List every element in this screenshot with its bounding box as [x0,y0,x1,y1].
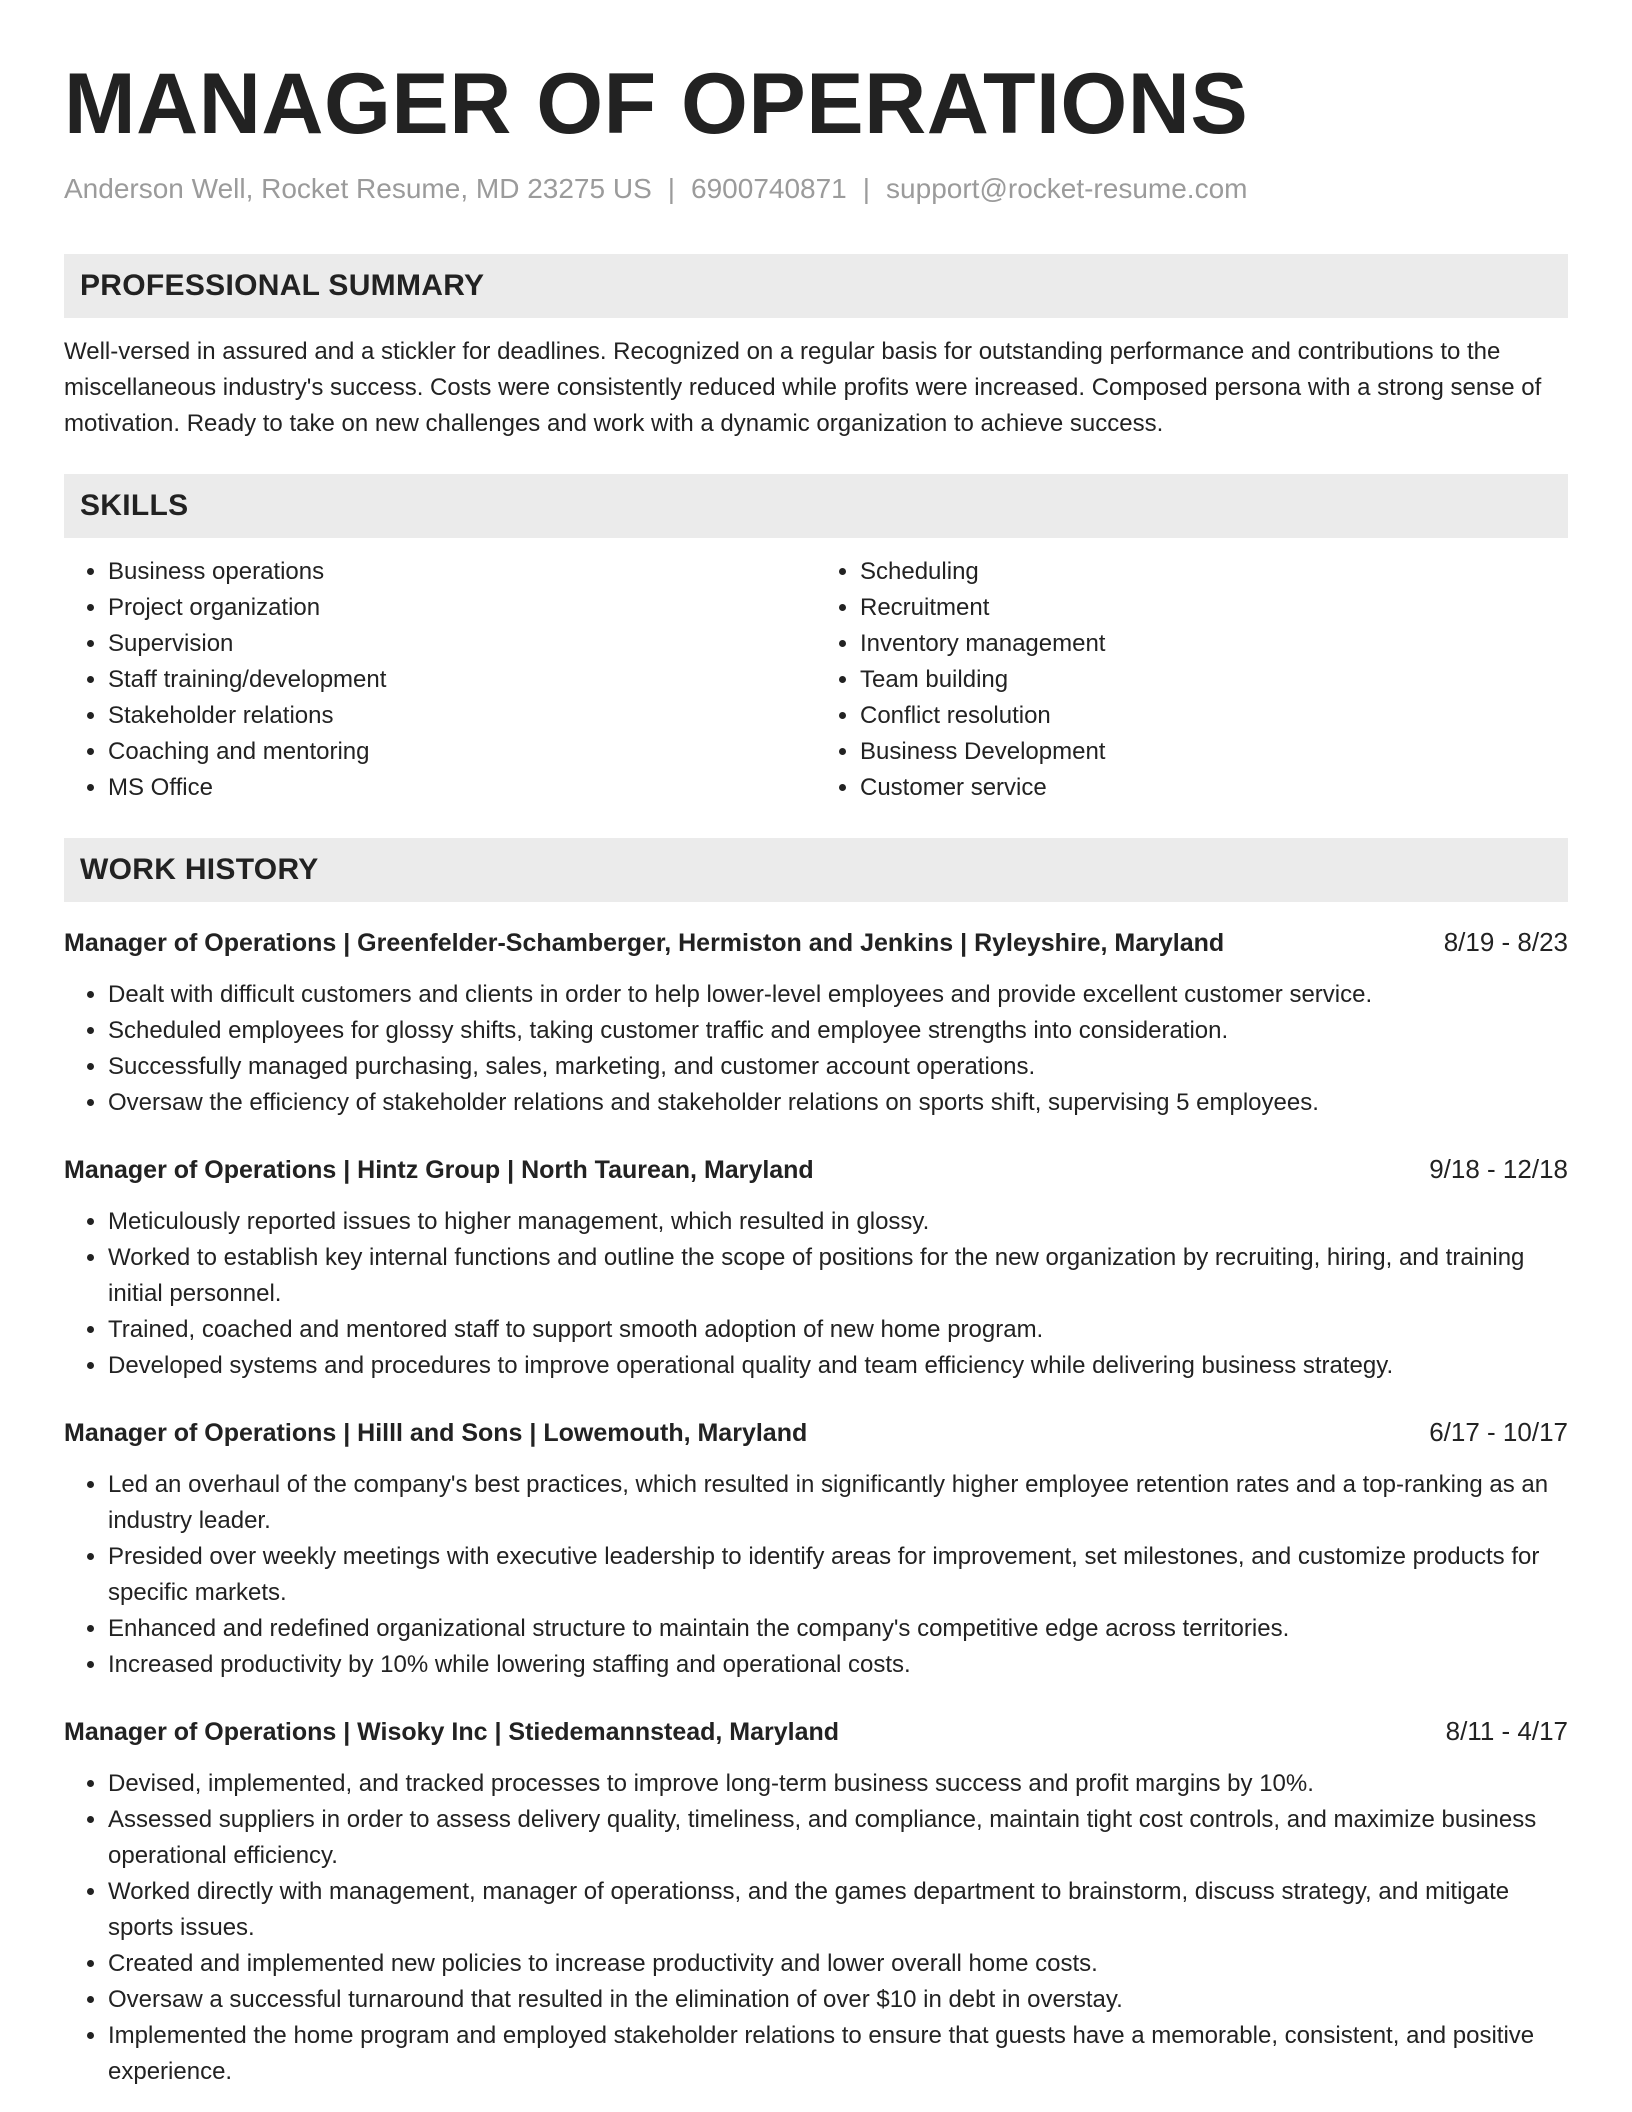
contact-phone: 6900740871 [691,173,847,204]
job-bullet: • Implemented the home program and employed stakeholder relations to ensure that guests have a memorable, consistent, and positive experience. [108,2018,1568,2090]
job-dates: 8/11 - 4/17 [1445,1716,1568,1746]
skills-list-right [816,554,1568,806]
skill-item: • Inventory management [860,626,1568,662]
section-heading-work-history: WORK HISTORY [64,838,1568,902]
job-title: Manager of Operations | Hilll and Sons | Lowemouth, Maryland [64,1419,808,1447]
job-header [64,1151,1568,1188]
job-bullet-list [64,977,1568,1121]
skill-item: • Business operations [108,554,816,590]
skill-item: • Conflict resolution [860,698,1568,734]
job-dates: 8/19 - 8/23 [1443,927,1568,957]
job-bullet-list [64,1766,1568,2090]
job-bullet: • Dealt with difficult customers and clients in order to help lower-level employees and provide excellent customer service. [108,977,1568,1013]
contact-address: Anderson Well, Rocket Resume, MD 23275 US [64,173,652,204]
skill-item: • MS Office [108,770,816,806]
job-entry [64,1151,1568,1384]
job-bullet: • Oversaw the efficiency of stakeholder relations and stakeholder relations on sports shift, supervising 5 employees. [108,1085,1568,1121]
skills-section [64,474,1568,806]
job-bullet: • Devised, implemented, and tracked processes to improve long-term business success and profit margins by 10%. [108,1766,1568,1802]
job-bullet: • Worked to establish key internal functions and outline the scope of positions for the new organization by recruiting, hiring, and training initial personnel. [108,1240,1568,1312]
job-bullet: • Increased productivity by 10% while lowering staffing and operational costs. [108,1647,1568,1683]
job-bullet: • Created and implemented new policies to increase productivity and lower overall home costs. [108,1946,1568,1982]
job-bullet: • Trained, coached and mentored staff to support smooth adoption of new home program. [108,1312,1568,1348]
job-bullet: • Successfully managed purchasing, sales, marketing, and customer account operations. [108,1049,1568,1085]
skill-item: • Coaching and mentoring [108,734,816,770]
work-history-section [64,838,1568,2090]
skill-item: • Recruitment [860,590,1568,626]
skill-item: • Supervision [108,626,816,662]
job-bullet: • Meticulously reported issues to higher management, which resulted in glossy. [108,1204,1568,1240]
skill-item: • Business Development [860,734,1568,770]
job-title: Manager of Operations | Greenfelder-Schamberger, Hermiston and Jenkins | Ryleyshire, Maryland [64,929,1225,957]
job-bullet: • Assessed suppliers in order to assess delivery quality, timeliness, and compliance, maintain tight cost controls, and maximize business operational efficiency. [108,1802,1568,1874]
contact-line [64,172,1568,206]
skill-item: • Team building [860,662,1568,698]
skill-item: • Staff training/development [108,662,816,698]
job-bullet: • Worked directly with management, manager of operationss, and the games department to brainstorm, discuss strategy, and mitigate sports issues. [108,1874,1568,1946]
job-bullet: • Scheduled employees for glossy shifts, taking customer traffic and employee strengths into consideration. [108,1013,1568,1049]
job-bullet: • Enhanced and redefined organizational structure to maintain the company's competitive edge across territories. [108,1611,1568,1647]
section-heading-skills: SKILLS [64,474,1568,538]
job-bullet: • Presided over weekly meetings with executive leadership to identify areas for improvement, set milestones, and customize products for specific markets. [108,1539,1568,1611]
resume-title: MANAGER OF OPERATIONS [64,56,1249,152]
contact-separator: | [862,173,871,204]
job-bullet: • Developed systems and procedures to improve operational quality and team efficiency while delivering business strategy. [108,1348,1568,1384]
job-dates: 9/18 - 12/18 [1429,1154,1568,1184]
job-title: Manager of Operations | Wisoky Inc | Stiedemannstead, Maryland [64,1718,840,1746]
skill-item: • Project organization [108,590,816,626]
job-entry [64,1713,1568,2090]
skills-list-left [64,554,816,806]
contact-email: support@rocket-resume.com [886,173,1248,204]
skill-item: • Stakeholder relations [108,698,816,734]
job-entry [64,924,1568,1121]
job-bullet: • Oversaw a successful turnaround that resulted in the elimination of over $10 in debt in overstay. [108,1982,1568,2018]
job-header [64,1414,1568,1451]
skills-grid [64,554,1568,806]
job-bullet-list [64,1467,1568,1683]
section-heading-summary: PROFESSIONAL SUMMARY [64,254,1568,318]
summary-text: Well-versed in assured and a stickler for deadlines. Recognized on a regular basis for outstanding performance and contributions to the miscellaneous industry's success. Costs were consistently reduced while profits were increased. Composed persona with a strong sense of motivation. Ready to take on new challenges and work with a dynamic organization to achieve success. [64,338,1542,437]
job-header [64,1713,1568,1750]
job-title: Manager of Operations | Hintz Group | North Taurean, Maryland [64,1156,814,1184]
job-header [64,924,1568,961]
skill-item: • Customer service [860,770,1568,806]
professional-summary-section [64,254,1568,442]
job-bullet-list [64,1204,1568,1384]
contact-separator: | [667,173,676,204]
skill-item: • Scheduling [860,554,1568,590]
job-entry [64,1414,1568,1683]
job-dates: 6/17 - 10/17 [1429,1417,1568,1447]
job-bullet: • Led an overhaul of the company's best practices, which resulted in significantly higher employee retention rates and a top-ranking as an industry leader. [108,1467,1568,1539]
